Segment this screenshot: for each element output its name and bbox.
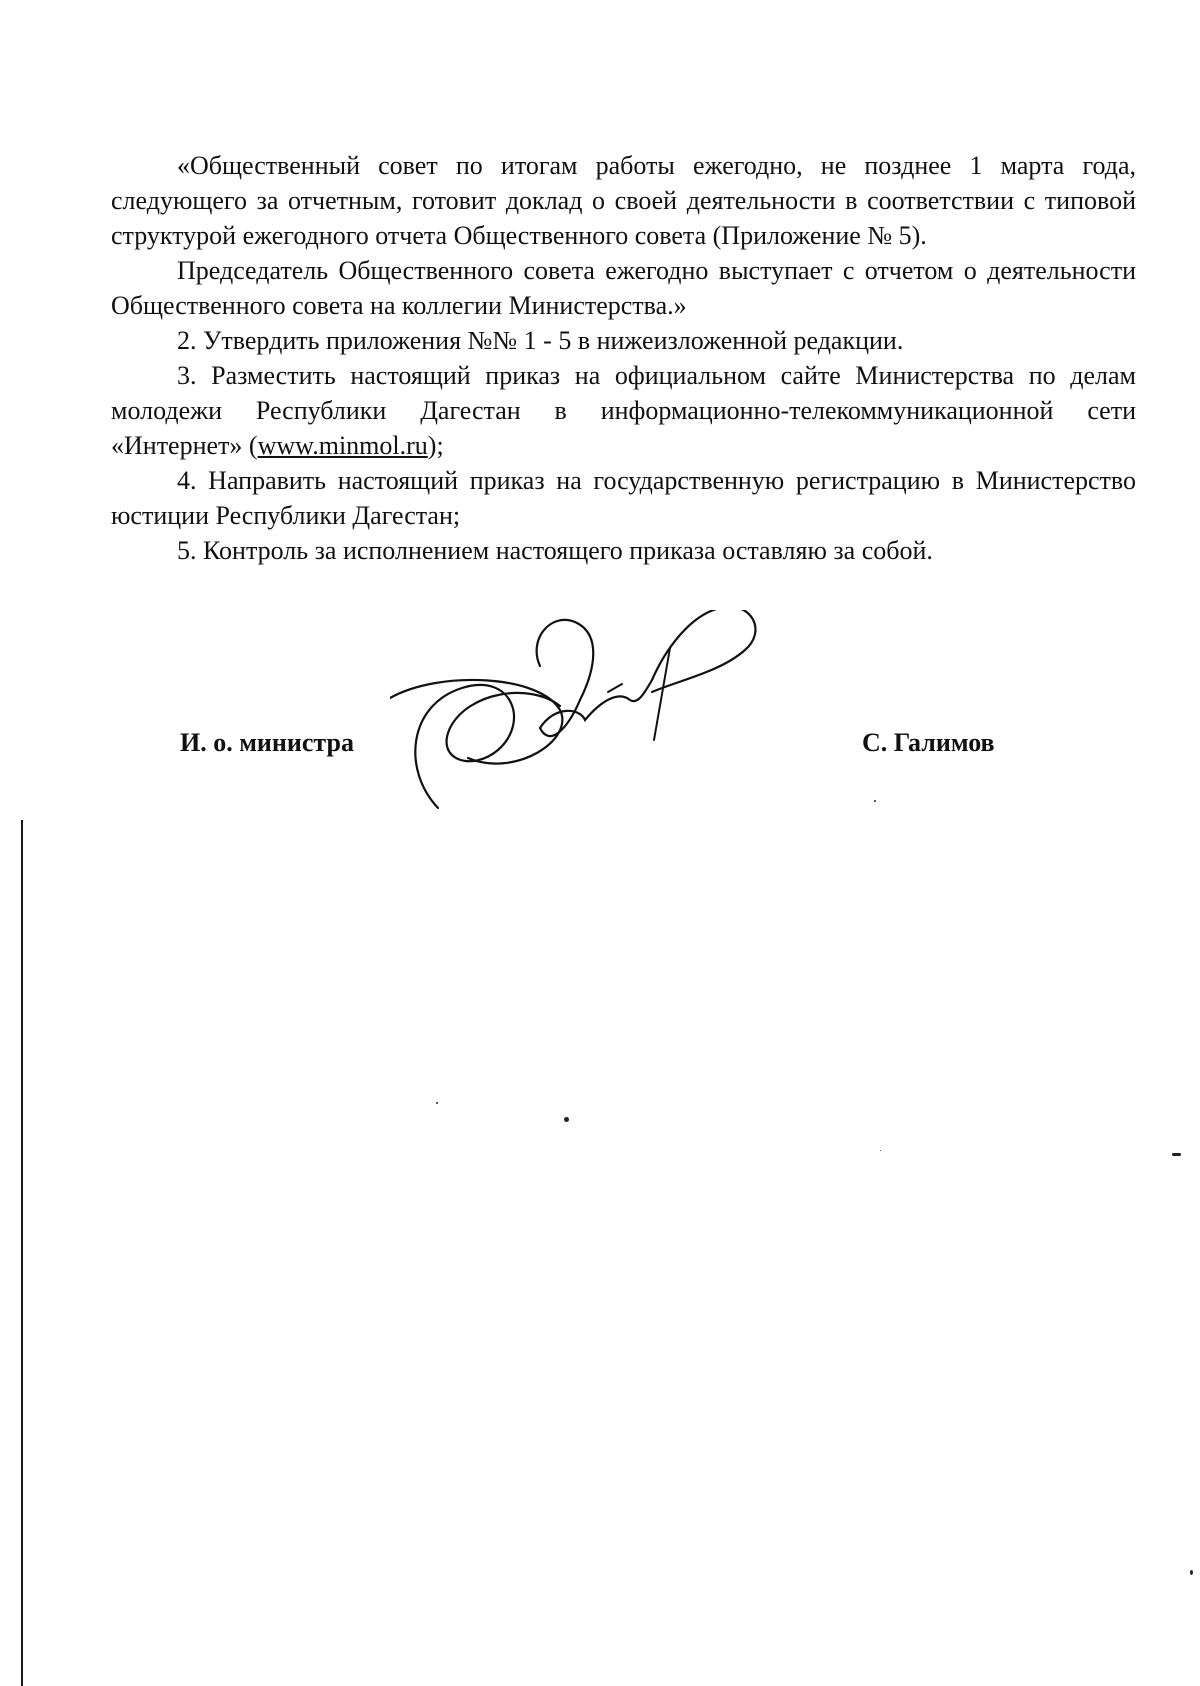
scan-speck — [436, 1102, 438, 1104]
scan-speck — [1172, 1153, 1181, 1156]
paragraph-item-4 — [111, 463, 1136, 533]
signatory-name: С. Галимов — [862, 728, 995, 757]
paragraph-item-2 — [111, 323, 1136, 358]
paragraph-text: 5. Контроль за исполнением настоящего приказа оставляю за собой. — [177, 536, 933, 565]
paragraph-text: Председатель Общественного совета ежегодно выступает с отчетом о деятельности Общественного совета на коллегии Министерства.» — [111, 256, 1136, 320]
paragraph-council-report — [111, 148, 1136, 253]
scan-speck — [1190, 1570, 1193, 1575]
paragraph-text: 4. Направить настоящий приказ на государственную регистрацию в Министерство юстиции Республики Дагестан; — [111, 466, 1136, 530]
paragraph-text: «Общественный совет по итогам работы ежегодно, не позднее 1 марта года, следующего за отчетным, готовит доклад о своей деятельности в соответствии с типовой структурой ежегодного отчета Общественного совета (Приложение № 5). — [111, 151, 1136, 250]
scan-speck — [880, 1150, 881, 1151]
paragraph-text-tail: ); — [427, 431, 444, 460]
website-link[interactable]: www.minmol.ru — [257, 431, 428, 460]
paragraph-text: 2. Утвердить приложения №№ 1 - 5 в нижеизложенной редакции. — [177, 326, 904, 355]
paragraph-item-5 — [111, 533, 1136, 568]
signatory-position: И. о. министра — [180, 728, 354, 757]
document-body — [111, 148, 1136, 568]
scan-speck — [564, 1117, 569, 1122]
scan-margin-line — [21, 820, 23, 1686]
paragraph-chairman-report — [111, 253, 1136, 323]
scan-speck — [874, 800, 876, 802]
handwritten-signature — [390, 610, 830, 840]
paragraph-item-3 — [111, 358, 1136, 463]
paragraph-text: 3. Разместить настоящий приказ на официальном сайте Министерства по делам молодежи Республики Дагестан в информационно-телекоммуникационной сети «Интернет» ( — [111, 361, 1136, 460]
